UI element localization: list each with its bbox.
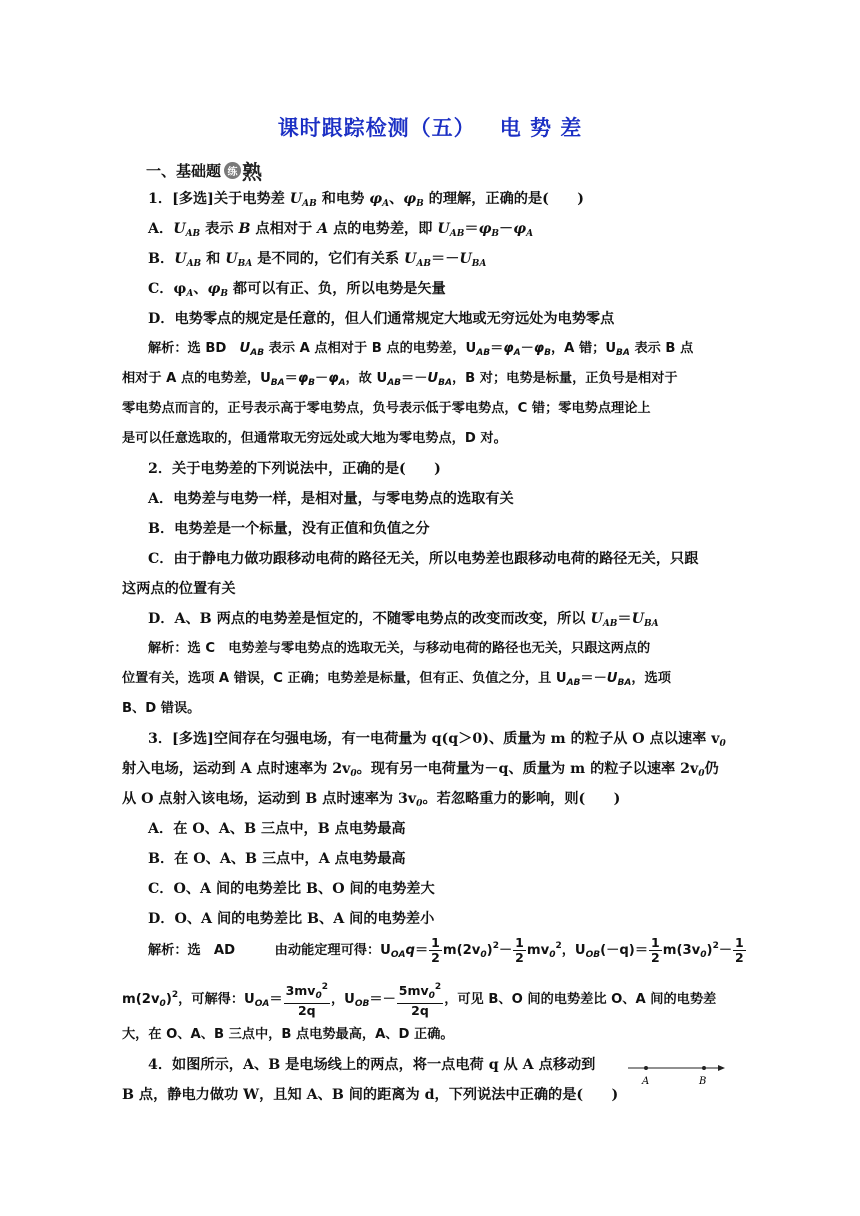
q1-analysis-line-3: 零电势点而言的，正号表示高于零电势点，负号表示低于零电势点，C 错；零电势点理论上 (122, 401, 651, 416)
q3-option-d: D．O、A 间的电势差比 B、A 间的电势差小 (148, 911, 435, 927)
q3-analysis-line-3: 大，在 O、A、B 三点中，B 点电势最高，A、D 正确。 (122, 1027, 454, 1042)
q2-stem: 2．关于电势差的下列说法中，正确的是( ) (148, 461, 441, 477)
q2-analysis-line-3: B、D 错误。 (122, 701, 201, 716)
point-b-label: B (699, 1076, 707, 1087)
q2-analysis-line-2: 位置有关，选项 A 错误，C 正确；电势差是标量，但有正、负值之分，且 $U_{AB}=-U_{BA}$，选项 (122, 671, 671, 688)
q3-analysis-line-2: $m(2v_0)^2$，可解得：$U_{OA}=$ $\frac{3mv_0^2}{2q}$ ，$U_{OB}=-$ $\frac{5mv_0^2}{2q}$ ，可见 B、O 间的电势差比 O、A 间的电势差 (122, 982, 717, 1018)
q2-option-c-line-1: C．由于静电力做功跟移动电荷的路径无关，所以电势差也跟移动电荷的路径无关，只跟 (148, 551, 699, 567)
section-heading (146, 156, 262, 185)
q3-option-c: C．O、A 间的电势差比 B、O 间的电势差大 (148, 881, 435, 897)
section-label: 一、基础题 (146, 162, 222, 180)
q3-stem-line-1: 3．[多选]空间存在匀强电场，有一电荷量为 q(q＞0)、质量为 m 的粒子从 O 点以速率 $v_0$ (148, 731, 726, 749)
q4-stem-line-1: 4．如图所示，A、B 是电场线上的两点，将一点电荷 q 从 A 点移动到 (148, 1057, 596, 1073)
title-main: 课时跟踪检测（五） (277, 116, 476, 140)
practice-badge-icon: 练 (224, 162, 241, 179)
q2-option-c-line-2: 这两点的位置有关 (122, 581, 236, 597)
q2-option-d: D．A、B 两点的电势差是恒定的，不随零电势点的改变而改变，所以 $U_{AB}=U_{BA}$ (148, 611, 659, 629)
point-a-label: A (642, 1076, 650, 1087)
electric-field-line-diagram (626, 1058, 726, 1088)
q3-stem-line-3: 从 O 点射入该电场，运动到 B 点时速率为 $3v_0$。若忽略重力的影响，则( ) (122, 791, 621, 809)
q2-option-b: B．电势差是一个标量，没有正值和负值之分 (148, 521, 430, 537)
page-title (0, 112, 860, 142)
q1-analysis-line-1: 解析：选 BD $U_{AB}$ 表示 A 点相对于 B 点的电势差，$U_{AB}=\varphi_A-\varphi_B$，A 错；$U_{BA}$ 表示 B 点 (148, 341, 694, 358)
q3-stem-line-2: 射入电场，运动到 A 点时速率为 $2v_0$。现有另一电荷量为－q、质量为 m 的粒子以速率 $2v_0$仍 (122, 761, 719, 779)
proficient-badge-icon: 熟 (242, 160, 263, 184)
q4-stem-line-2: B 点，静电力做功 W，且知 A、B 间的距离为 d，下列说法中正确的是( ) (122, 1087, 619, 1103)
q1-option-b: B．$U_{AB}$ 和 $U_{BA}$ 是不同的，它们有关系 $U_{AB}=-U_{BA}$ (148, 251, 487, 269)
q1-option-d: D．电势零点的规定是任意的，但人们通常规定大地或无穷远处为电势零点 (148, 311, 615, 327)
point-a (644, 1066, 648, 1070)
field-arrow-icon (718, 1065, 725, 1071)
q1-stem: 1．[多选]关于电势差 $U_{AB}$ 和电势 $\varphi_A$、$\varphi_B$ 的理解，正确的是( ) (148, 191, 584, 209)
q1-analysis-line-2: 相对于 A 点的电势差，$U_{BA}=\varphi_B-\varphi_A$，故 $U_{AB}=-U_{BA}$，B 对；电势是标量，正负号是相对于 (122, 371, 678, 388)
q2-analysis-line-1: 解析：选 C 电势差与零电势点的选取无关，与移动电荷的路径也无关，只跟这两点的 (148, 641, 651, 656)
q3-option-a: A．在 O、A、B 三点中，B 点电势最高 (148, 821, 406, 837)
q1-analysis-line-4: 是可以任意选取的，但通常取无穷远处或大地为零电势点，D 对。 (122, 431, 507, 446)
q1-option-a: A．$U_{AB}$ 表示 B 点相对于 A 点的电势差，即 $U_{AB}=\varphi_B-\varphi_A$ (148, 221, 534, 239)
q1-option-c: C．$\varphi_A$、$\varphi_B$ 都可以有正、负，所以电势是矢量 (148, 281, 446, 299)
point-b (702, 1066, 706, 1070)
q2-option-a: A．电势差与电势一样，是相对量，与零电势点的选取有关 (148, 491, 514, 507)
q3-option-b: B．在 O、A、B 三点中，A 点电势最高 (148, 851, 406, 867)
title-sub: 电 势 差 (499, 116, 583, 140)
q3-analysis-line-1: 解析：选 AD 由动能定理可得：$U_{OA}q=$ $\frac{1}{2}$ $m(2v_0)^2-$ $\frac{1}{2}$ $mv_0^2$，$U_{OB}(-q)=$ $\frac{1}{2}$ $m(3v_0)^2-$ $\frac{1}{2}$ (148, 934, 744, 965)
